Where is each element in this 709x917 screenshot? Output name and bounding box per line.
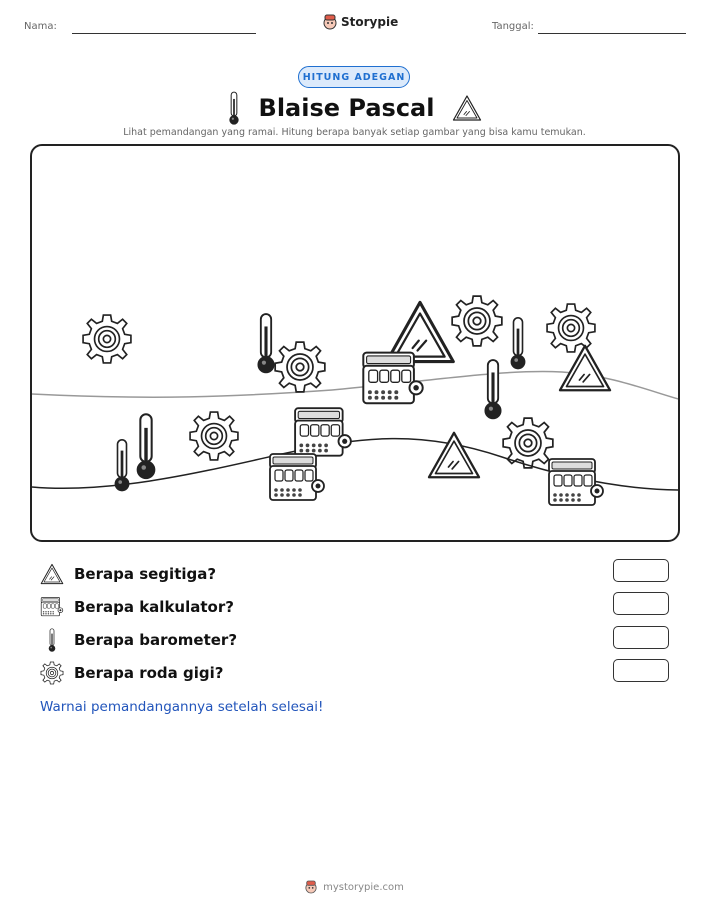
answer-box-triangles[interactable] <box>613 559 669 582</box>
coloring-note: Warnai pemandangannya setelah selesai! <box>40 699 324 715</box>
question-text: Berapa kalkulator? <box>74 598 234 616</box>
gear-icon <box>83 315 131 363</box>
mascot-icon <box>323 14 337 30</box>
question-calculators <box>40 594 234 620</box>
instructions: Lihat pemandangan yang ramai. Hitung berapa banyak setiap gambar yang bisa kamu temukan. <box>123 127 586 138</box>
answer-box-gears[interactable] <box>613 659 669 682</box>
question-text: Berapa roda gigi? <box>74 664 224 682</box>
barometer-icon <box>258 314 274 372</box>
name-label: Nama: <box>24 21 57 32</box>
question-text: Berapa segitiga? <box>74 565 217 583</box>
answer-box-barometers[interactable] <box>613 626 669 649</box>
title-text: Blaise Pascal <box>258 94 435 122</box>
barometer-icon <box>511 318 525 369</box>
date-label: Tanggal: <box>492 21 534 32</box>
barometer-icon <box>115 440 129 491</box>
question-gears <box>40 660 223 686</box>
gear-icon <box>275 342 325 392</box>
triangle-icon <box>452 94 482 122</box>
name-field[interactable] <box>72 33 256 34</box>
barometer-icon <box>485 360 501 418</box>
triangle-icon <box>429 433 479 477</box>
calculator-icon <box>363 353 422 404</box>
calculator-icon <box>40 596 64 618</box>
section-badge: HITUNG ADEGAN <box>298 66 410 88</box>
mascot-icon <box>305 880 317 894</box>
date-field[interactable] <box>538 33 686 34</box>
barometer-icon <box>227 91 241 125</box>
question-barometers <box>40 627 237 653</box>
question-text: Berapa barometer? <box>74 631 238 649</box>
scene-illustration <box>32 146 680 542</box>
answer-box-calculators[interactable] <box>613 592 669 615</box>
gear-icon <box>452 296 502 346</box>
footer <box>0 880 709 894</box>
calculator-icon <box>295 408 351 456</box>
brand-name: Storypie <box>341 15 399 29</box>
calculator-icon <box>549 459 603 505</box>
gear-icon <box>40 661 64 685</box>
barometer-icon <box>40 628 64 652</box>
question-triangles <box>40 561 216 587</box>
gear-icon <box>547 304 595 352</box>
triangle-icon <box>40 563 64 585</box>
gear-icon <box>190 412 238 460</box>
brand-logo <box>323 14 398 30</box>
barometer-icon <box>138 414 155 478</box>
page-title <box>0 90 709 126</box>
counting-scene <box>30 144 680 542</box>
calculator-icon <box>270 454 324 500</box>
footer-url: mystorypie.com <box>323 881 404 893</box>
